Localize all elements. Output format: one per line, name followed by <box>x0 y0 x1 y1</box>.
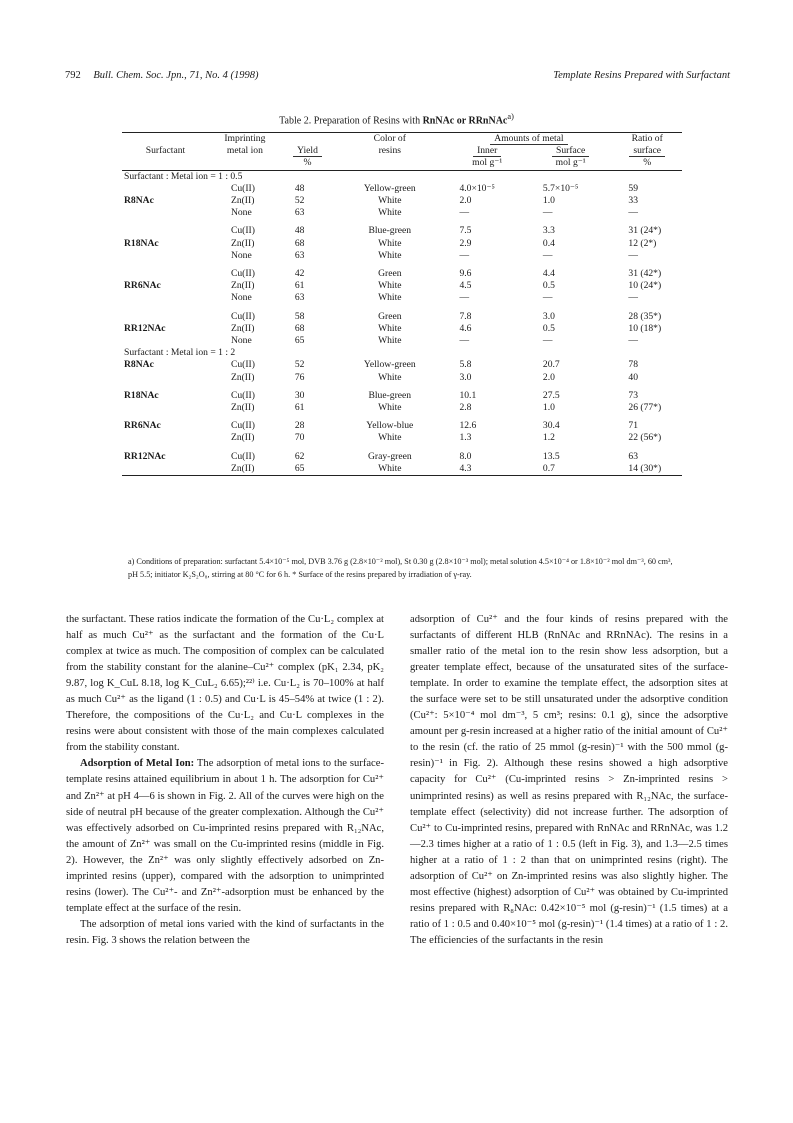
resin-preparation-table <box>122 132 682 476</box>
cell-ratio: 10 (24*) <box>628 280 662 292</box>
cell-inner: 4.6 <box>459 322 472 334</box>
cell-surface: 3.0 <box>542 310 555 322</box>
cell-metal-ion: Zn(II) <box>230 371 255 383</box>
paragraph: adsorption of Cu²⁺ and the four kinds of resins prepared with the surfactants of different HLB (RnNAc and RRnNAc). The resins in a smaller ratio of the metal ion to the resin show less adsorption, but a greater template effect, because of the unsaturated sites of the surface-template. In order to examine the template effect, the adsorption sites at the surface were set to be still unsaturated under the adsorptive condition (Cu²⁺: 5×10⁻⁴ mol dm⁻³, 5 cm³; resins: 0.1 g), since the adsorptive amount per g-resin increased at a higher ratio of the initial amount of Cu²⁺ to the resin (cf. the ratio of 25 mmol (g-resin)⁻¹ with the 500 mmol (g-resin)⁻¹ in Fig. 2). Although these resins showed a high adsorptive capacity for Cu²⁺ (Cu-imprinted resins > Zn-imprinted resins > unimprinted resins) as well as resins prepared with R₁₂NAc, the surface-template effect (selectivity) did not increase further. The adsorption of Cu²⁺ to Cu-imprinted resins, prepared with RnNAc and RRnNAc, was 1.2—2.3 times higher at a ratio of 1 : 0.5 (left in Fig. 3), and 1.3—2.5 times higher at a ratio of 1 : 2 than that on unimprinted resins (right). The adsorption of Cu²⁺ on Zn-imprinted resins was also slightly higher. The most effective (highest) adsorption of Cu²⁺ was obtained by Cu-imprinted resins prepared with R₈NAc: 0.42×10⁻⁵ mol (g-resin)⁻¹ (1.5 times) at a ratio of 1 : 0.5 and 0.40×10⁻⁵ mol (g-resin)⁻¹ (1.4 times) at a ratio of 1 : 2. The efficiencies of the surfactants in the resin <box>410 614 728 946</box>
cell-surface: — <box>542 335 553 347</box>
header-resins: resins <box>378 145 401 157</box>
cell-inner: 10.1 <box>459 389 477 401</box>
cell-color: Yellow-green <box>363 182 416 194</box>
table-header-row <box>122 157 682 170</box>
header-inner: Inner <box>473 145 501 157</box>
page-number: 792 <box>65 70 81 81</box>
cell-surface: — <box>542 249 553 261</box>
cell-metal-ion: Zn(II) <box>230 280 255 292</box>
cell-yield: 48 <box>294 225 305 237</box>
table-row <box>122 335 682 347</box>
article-short-title: Template Resins Prepared with Surfactant <box>553 70 730 81</box>
table-section-row <box>122 347 682 359</box>
table-row <box>122 280 682 292</box>
table-row <box>122 225 682 237</box>
header-inner-unit: mol g⁻¹ <box>472 157 503 169</box>
header-yield-unit: % <box>303 157 312 169</box>
table-body <box>122 133 682 476</box>
cell-yield: 58 <box>294 310 305 322</box>
cell-ratio: 14 (30*) <box>628 462 662 474</box>
cell-ratio: 78 <box>628 359 638 371</box>
cell-ratio: 33 <box>628 195 638 207</box>
cell-inner: 9.6 <box>459 268 472 280</box>
cell-surface: 0.5 <box>542 280 555 292</box>
cell-color: Blue-green <box>368 389 412 401</box>
cell-inner: 1.3 <box>459 432 472 444</box>
cell-surface: 1.0 <box>542 402 555 414</box>
cell-color: Yellow-blue <box>366 420 414 432</box>
paragraph: the surfactant. These ratios indicate the formation of the Cu·L₂ complex at half as much Cu²⁺ as the surfactant and the formation of the Cu·L complex at twice as much. The composition of complex can be calculated from the stability constant for the alanine–Cu²⁺ complex (pK₁ 2.34, pK₂ 9.87, log K_CuL 8.18, log K_CuL₂ 6.65);²²⁾ i.e. Cu·L₂ is 70–100% at half as much Cu²⁺ as the ligand (1 : 0.5) and Cu·L is 45–54% at twice (1 : 2). Therefore, the compositions of the Cu·L₂ and Cu·L complexes in the resins were about consistent with those of the main complexes calculated from the stability constant. <box>66 614 384 754</box>
cell-yield: 76 <box>294 371 305 383</box>
table-row <box>122 195 682 207</box>
cell-metal-ion: Cu(II) <box>230 225 255 237</box>
header-surface-ratio: surface <box>629 145 665 157</box>
cell-metal-ion: Cu(II) <box>230 359 255 371</box>
cell-yield: 65 <box>294 335 305 347</box>
table-footnote: a) Conditions of preparation: surfactant 5.4×10⁻⁵ mol, DVB 3.76 g (2.8×10⁻² mol), St 0.30 g (2.8×10⁻³ mol); metal solution 4.5×10⁻⁴ or 1.8×10⁻² mol dm⁻³, 60 cm³, pH 5.5; initiator K₂S₂O₈, stirring at 80 °C for 6 h. * Surface of the resins prepared by irradiation of γ-ray. <box>128 557 673 579</box>
section-heading: Adsorption of Metal Ion: <box>80 758 195 770</box>
paragraph <box>66 756 384 916</box>
header-surface-unit: mol g⁻¹ <box>555 157 586 169</box>
cell-surfactant: R18NAc <box>124 389 159 401</box>
paragraph-text: The adsorption of metal ions to the surface-template resins attained equilibrium in about 1 h. The adsorption for Cu²⁺ and Zn²⁺ at pH 4—6 is shown in Fig. 2. All of the curves were high on the side of neutral pH because of the greater complexation. Although the Cu²⁺ was effectively adsorbed on Cu-imprinted resins prepared with R₁₂NAc, the amount of Zn²⁺ was small on the Cu-imprinted resins (middle in Fig. 2). However, the Zn²⁺ was only slightly effectively adsorbed on Zn-imprinted resins (upper), compared with the adsorption to unimprinted resins (lower). The Cu²⁺- and Zn²⁺-adsorption must be enhanced by the template effect at the surface of the resin. <box>66 758 384 914</box>
table-row <box>122 292 682 304</box>
cell-surfactant: R8NAc <box>124 195 154 207</box>
cell-yield: 42 <box>294 268 305 280</box>
table-header-row <box>122 133 682 146</box>
table-row <box>122 372 682 384</box>
header-metal-ion: metal ion <box>226 145 263 157</box>
section-label: Surfactant : Metal ion = 1 : 0.5 <box>124 170 243 182</box>
header-amounts: Amounts of metal <box>490 133 567 145</box>
cell-ratio: 10 (18*) <box>628 322 662 334</box>
right-text-column <box>410 612 728 949</box>
table-row <box>122 420 682 432</box>
cell-inner: 5.8 <box>459 359 472 371</box>
cell-color: Blue-green <box>368 225 412 237</box>
cell-color: White <box>378 335 402 347</box>
header-ratio-unit: % <box>643 157 652 169</box>
cell-ratio: 63 <box>628 450 638 462</box>
cell-ratio: 40 <box>628 371 638 383</box>
cell-surface: 1.2 <box>542 432 555 444</box>
cell-surfactant: R8NAc <box>124 359 154 371</box>
cell-yield: 68 <box>294 322 305 334</box>
cell-surface: 3.3 <box>542 225 555 237</box>
cell-inner: — <box>459 292 470 304</box>
table-row <box>122 268 682 280</box>
cell-ratio: 73 <box>628 389 638 401</box>
cell-color: Green <box>378 268 402 280</box>
table-header-row <box>122 145 682 157</box>
cell-surface: 0.5 <box>542 322 555 334</box>
cell-ratio: 59 <box>628 182 638 194</box>
cell-metal-ion: Zn(II) <box>230 402 255 414</box>
cell-surface: 4.4 <box>542 268 555 280</box>
cell-metal-ion: Cu(II) <box>230 420 255 432</box>
data-table-wrapper <box>122 132 682 476</box>
table-section-row <box>122 170 682 183</box>
table-row <box>122 402 682 414</box>
header-yield: Yield <box>293 145 322 157</box>
cell-inner: 8.0 <box>459 450 472 462</box>
cell-surface: 5.7×10⁻⁵ <box>542 182 579 194</box>
cell-inner: 4.3 <box>459 462 472 474</box>
cell-metal-ion: Cu(II) <box>230 389 255 401</box>
header-color-of: Color of <box>373 133 406 144</box>
cell-color: Green <box>378 310 402 322</box>
cell-surface: 30.4 <box>542 420 560 432</box>
cell-inner: 12.6 <box>459 420 477 432</box>
cell-surface: 0.7 <box>542 462 555 474</box>
cell-inner: 3.0 <box>459 371 472 383</box>
cell-inner: — <box>459 249 470 261</box>
cell-yield: 65 <box>294 462 305 474</box>
cell-surface: 0.4 <box>542 237 555 249</box>
cell-metal-ion: Cu(II) <box>230 182 255 194</box>
cell-surface: 1.0 <box>542 195 555 207</box>
cell-surface: 20.7 <box>542 359 560 371</box>
table-row <box>122 207 682 219</box>
table-row <box>122 311 682 323</box>
table-caption <box>0 112 793 126</box>
cell-color: White <box>378 195 402 207</box>
table-row <box>122 451 682 463</box>
cell-ratio: 28 (35*) <box>628 310 662 322</box>
cell-metal-ion: Zn(II) <box>230 195 255 207</box>
cell-ratio: 22 (56*) <box>628 432 662 444</box>
table-caption-prefix: Table 2. Preparation of Resins with <box>279 115 423 127</box>
table-row <box>122 250 682 262</box>
cell-ratio: — <box>628 207 638 219</box>
table-row <box>122 238 682 250</box>
cell-color: White <box>378 322 402 334</box>
cell-surface: 27.5 <box>542 389 560 401</box>
cell-surface: — <box>542 292 553 304</box>
cell-yield: 63 <box>294 292 305 304</box>
cell-color: White <box>378 280 402 292</box>
cell-metal-ion: None <box>230 335 252 347</box>
cell-inner: 2.0 <box>459 195 472 207</box>
cell-color: White <box>378 292 402 304</box>
cell-surfactant: RR6NAc <box>124 420 161 432</box>
cell-ratio: — <box>628 292 638 304</box>
cell-yield: 28 <box>294 420 305 432</box>
header-ratio-of: Ratio of <box>631 133 663 144</box>
cell-ratio: 26 (77*) <box>628 402 662 414</box>
cell-metal-ion: Zn(II) <box>230 432 255 444</box>
table-row <box>122 390 682 402</box>
cell-ratio: 12 (2*) <box>628 237 657 249</box>
table-row <box>122 432 682 444</box>
cell-color: White <box>378 207 402 219</box>
cell-yield: 63 <box>294 249 305 261</box>
cell-color: White <box>378 402 402 414</box>
cell-surfactant: RR6NAc <box>124 280 161 292</box>
cell-yield: 61 <box>294 280 305 292</box>
cell-ratio: 31 (24*) <box>628 225 662 237</box>
cell-inner: — <box>459 207 470 219</box>
cell-color: White <box>378 462 402 474</box>
cell-yield: 68 <box>294 237 305 249</box>
running-head <box>65 70 730 81</box>
cell-inner: 7.8 <box>459 310 472 322</box>
cell-yield: 62 <box>294 450 305 462</box>
cell-ratio: — <box>628 249 638 261</box>
section-label: Surfactant : Metal ion = 1 : 2 <box>124 347 236 359</box>
cell-color: White <box>378 371 402 383</box>
cell-yield: 48 <box>294 182 305 194</box>
cell-color: Gray-green <box>367 450 412 462</box>
cell-inner: 2.8 <box>459 402 472 414</box>
paragraph: The adsorption of metal ions varied with the kind of surfactants in the resin. Fig. 3 shows the relation between the <box>66 918 384 946</box>
header-surfactant: Surfactant <box>145 145 186 157</box>
header-surface: Surface <box>552 145 589 157</box>
cell-inner: — <box>459 335 470 347</box>
table-row <box>122 463 682 476</box>
cell-yield: 52 <box>294 195 305 207</box>
cell-color: White <box>378 249 402 261</box>
cell-inner: 7.5 <box>459 225 472 237</box>
table-caption-footnote-mark: a) <box>507 112 514 121</box>
cell-surface: 2.0 <box>542 371 555 383</box>
cell-metal-ion: None <box>230 249 252 261</box>
table-row <box>122 183 682 195</box>
cell-ratio: 31 (42*) <box>628 268 662 280</box>
cell-color: Yellow-green <box>363 359 416 371</box>
cell-metal-ion: None <box>230 292 252 304</box>
cell-ratio: — <box>628 335 638 347</box>
cell-inner: 4.0×10⁻⁵ <box>459 182 495 194</box>
cell-metal-ion: Cu(II) <box>230 310 255 322</box>
cell-metal-ion: None <box>230 207 252 219</box>
cell-color: White <box>378 237 402 249</box>
table-caption-bold: RnNAc or RRnNAc <box>422 115 508 127</box>
cell-metal-ion: Cu(II) <box>230 268 255 280</box>
cell-ratio: 71 <box>628 420 638 432</box>
cell-inner: 2.9 <box>459 237 472 249</box>
cell-metal-ion: Zn(II) <box>230 237 255 249</box>
cell-metal-ion: Zn(II) <box>230 462 255 474</box>
cell-surfactant: RR12NAc <box>124 322 166 334</box>
cell-yield: 30 <box>294 389 305 401</box>
cell-surface: — <box>542 207 553 219</box>
cell-surfactant: R18NAc <box>124 237 159 249</box>
cell-surfactant: RR12NAc <box>124 450 166 462</box>
header-imprinting: Imprinting <box>224 133 266 144</box>
left-text-column <box>66 612 384 949</box>
cell-color: White <box>378 432 402 444</box>
table-row <box>122 323 682 335</box>
cell-metal-ion: Cu(II) <box>230 450 255 462</box>
cell-yield: 70 <box>294 432 305 444</box>
cell-inner: 4.5 <box>459 280 472 292</box>
cell-yield: 63 <box>294 207 305 219</box>
table-row <box>122 359 682 371</box>
cell-yield: 52 <box>294 359 305 371</box>
cell-yield: 61 <box>294 402 305 414</box>
cell-metal-ion: Zn(II) <box>230 322 255 334</box>
journal-citation: Bull. Chem. Soc. Jpn., 71, No. 4 (1998) <box>93 70 259 81</box>
cell-surface: 13.5 <box>542 450 560 462</box>
